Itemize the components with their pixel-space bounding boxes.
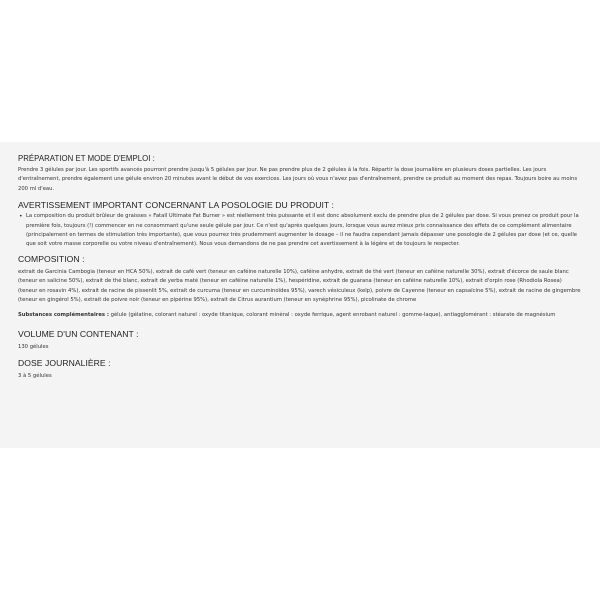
volume-value: 130 gélules (18, 343, 49, 350)
preparation-text: Prendre 3 gélules par jour. Les sportifs avancés pourront prendre jusqu'à 5 gélules par jour. Ne pas prendre plus de 2 gélules à la fois. Répartir la dose journalière en plusieurs doses partielles. Les jours d'entraînement, prendre également une gélule environ 20 minutes avant le début de vos exercices. Les jours où vous n'avez pas d'entraînement, prendre ce produit au moment des repas. Toujours boire au moins 200 ml d'eau. (18, 167, 578, 192)
supplementary-substances (18, 311, 582, 320)
volume-heading: VOLUME D'UN CONTENANT : (18, 328, 139, 339)
supplementary-substances-text: gélule (gélatine, colorant naturel : oxyde titanique, colorant minéral : oxyde ferrique, agent enrobant naturel : gomme-laque), antiagglomérant : stéarate de magnésium (108, 312, 556, 319)
preparation-heading: PRÉPARATION ET MODE D'EMPLOI : (18, 154, 155, 163)
composition-text: extrait de Garcinia Cambogia (teneur en HCA 50%), extrait de café vert (teneur en caféine naturelle 10%), caféine anhydre, extrait de thé vert (teneur en caféine naturelle 30%), extrait d'écorce de saule blanc (teneur en salicine 50%), extrait de thé blanc, extrait de yerba maté (teneur en caféine naturelle 1%), hespéridine, extrait de guarana (teneur en caféine naturelle 10%), extrait d'orpin rose (Rhodiola Rosea) (teneur en rosavin 4%), extrait de racine de pissenlit 5%, extrait de curcuma (teneur en curcuminoïdes 95%), varech vésiculeux (kelp), poivre de Cayenne (teneur en capsaïcine 5%), extrait de racine de gingembre (teneur en gingérol 5%), extrait de poivre noir (teneur en pipérine 95%), extrait de Citrus aurantium (teneur en synéphrine 95%), picolinate de chrome (18, 268, 581, 304)
composition-heading: COMPOSITION : (18, 253, 85, 264)
warning-heading: AVERTISSEMENT IMPORTANT CONCERNANT LA POSOLOGIE DU PRODUIT : (18, 200, 334, 211)
warning-list (18, 212, 582, 250)
supplementary-substances-label: Substances complémentaires : (18, 312, 109, 319)
daily-dose-heading: DOSE JOURNALIÈRE : (18, 358, 111, 369)
daily-dose-value: 3 à 5 gélules (18, 373, 52, 380)
warning-list-item: • La composition du produit brûleur de graisses « Fatall Ultimate Fat Burner » est réellement très puissante et il est donc absolument exclu de prendre plus de 2 gélules par dose. Si vous prenez ce produit pour la première fois, toujours (!) commencer en ne consommant qu'une seule gélule par jour. Ce n'est qu'après quelques jours, lorsque vous aurez mieux pris connaissance des effets de ce complément alimentaire (principalement en termes de stimulation très importante), que vous pourrez très prudemment augmenter le dosage – il ne faudra cependant jamais dépasser une posologie de 2 gélules par dose (et ce, quelle que soit votre masse corporelle ou votre niveau d'entraînement). Nous vous demandons de ne pas prendre cet avertissement à la légère et de toujours le respecter. (26, 212, 582, 250)
product-info-panel (0, 142, 600, 448)
